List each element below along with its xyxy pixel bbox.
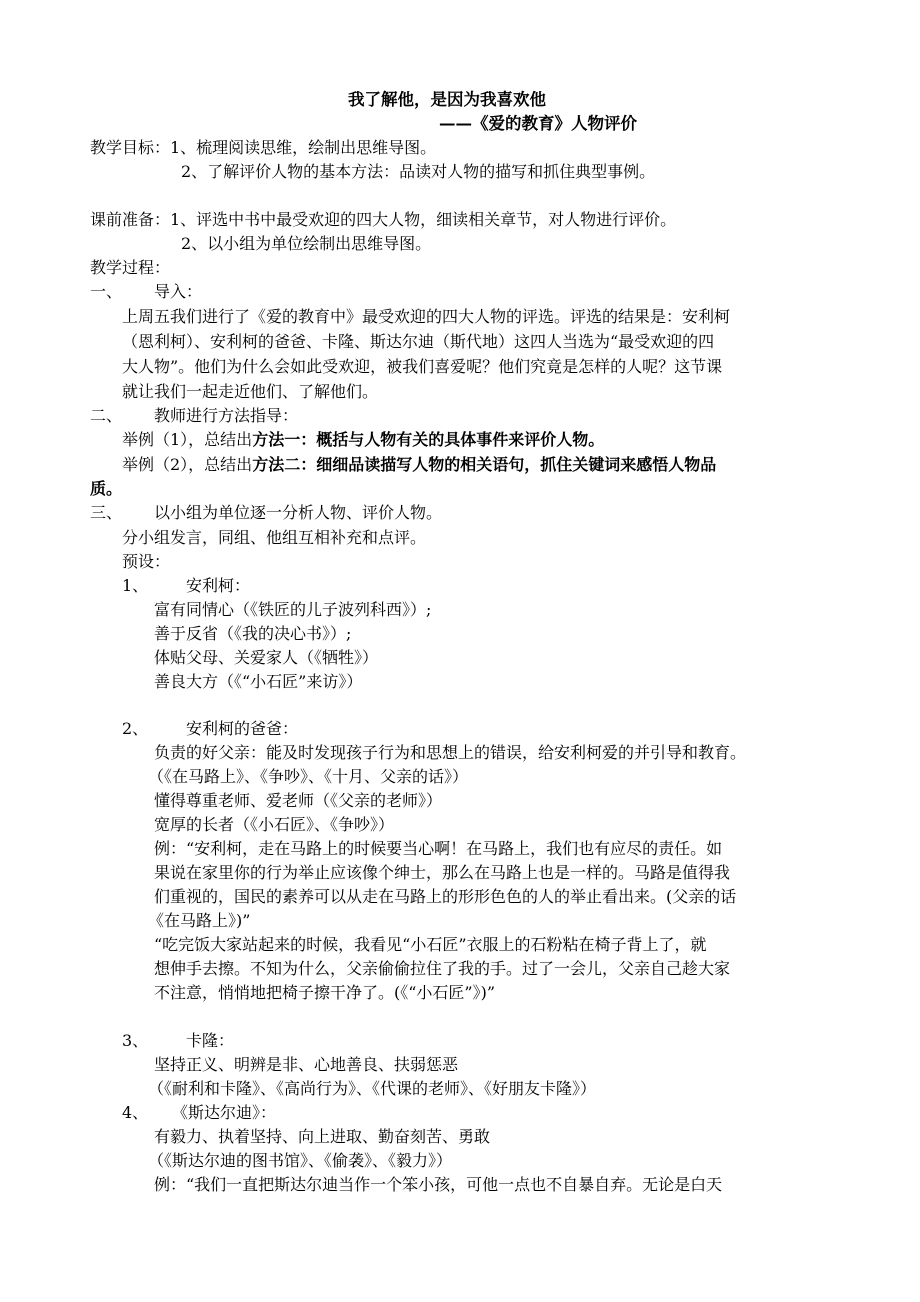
character-3-sources: （《耐利和卡隆》、《高尚行为》、《代课的老师》、《好朋友卡隆》） <box>148 1079 597 1098</box>
process-label: 教学过程： <box>90 258 171 277</box>
prep-item-1: 1、评选中书中最受欢迎的四大人物，细读相关章节，对人物进行评价。 <box>170 210 677 229</box>
prep-label: 课前准备： <box>90 210 171 229</box>
method-2-continuation: 质。 <box>90 479 123 498</box>
section-2-number: 二、 <box>90 406 123 425</box>
method-1-text: 方法一：概括与人物有关的具体事件来评价人物。 <box>252 430 605 449</box>
intro-line-3: 大人物”。他们为什么会如此受欢迎，被我们喜爱呢？他们究竟是怎样的人呢？这节课 <box>122 357 723 376</box>
character-3-trait-1: 坚持正义、明辨是非、心地善良、扶弱惩恶 <box>154 1055 459 1074</box>
character-2-quote-1-line-2: 果说在家里你的行为举止应该像个绅士，那么在马路上也是一样的。马路是值得我 <box>154 863 731 882</box>
character-2-number: 2、 <box>122 719 149 738</box>
intro-line-1: 上周五我们进行了《爱的教育中》最受欢迎的四大人物的评选。评选的结果是：安利柯 <box>122 307 731 326</box>
method-example-1 <box>122 428 604 452</box>
character-3-name: 卡隆： <box>186 1031 235 1050</box>
character-4-trait-1: 有毅力、执着坚持、向上进取、勤奋刻苦、勇敢 <box>154 1127 491 1146</box>
intro-line-4: 就让我们一起走近他们、了解他们。 <box>122 382 379 401</box>
method-example-2 <box>122 453 716 477</box>
character-2-name: 安利柯的爸爸： <box>186 719 299 738</box>
method-2-prefix: 举例（2），总结出 <box>122 455 253 474</box>
group-discussion-line: 分小组发言，同组、他组互相补充和点评。 <box>122 528 427 547</box>
section-3-number: 三、 <box>90 503 123 522</box>
character-4-name: 《斯达尔迪》： <box>172 1103 277 1122</box>
intro-line-2: （恩利柯）、安利柯的爸爸、卡隆、斯达尔迪（斯代地）这四人当选为“最受欢迎的四 <box>122 332 715 351</box>
character-1-trait-4: 善良大方（《“小石匠”来访》） <box>154 672 363 691</box>
character-2-quote-1-line-4: 《在马路上》)” <box>148 911 251 930</box>
section-1-number: 一、 <box>90 282 123 301</box>
doc-subtitle: ——《爱的教育》人物评价 <box>439 114 637 133</box>
character-2-quote-2-line-2: 想伸手去擦。不知为什么，父亲偷偷拉住了我的手。过了一会儿，父亲自己趁大家 <box>154 959 731 978</box>
character-4-quote-line-1: 例：“我们一直把斯达尔迪当作一个笨小孩，可他一点也不自暴自弃。无论是白天 <box>154 1175 723 1194</box>
character-2-quote-1-line-1: 例：“安利柯，走在马路上的时候要当心啊！在马路上，我们也有应尽的责任。如 <box>154 839 723 858</box>
goals-item-2: 2、了解评价人物的基本方法：品读对人物的描写和抓住典型事例。 <box>181 162 656 181</box>
character-2-quote-2-line-1: “吃完饭大家站起来的时候，我看见“小石匠”衣服上的石粉粘在椅子背上了，就 <box>154 935 707 954</box>
character-1-trait-3: 体贴父母、关爱家人（《牺牲》） <box>154 648 379 667</box>
section-3-heading: 以小组为单位逐一分析人物、评价人物。 <box>154 503 443 522</box>
character-2-trait-2: 懂得尊重老师、爱老师（《父亲的老师》） <box>154 791 443 810</box>
character-2-trait-1: 负责的好父亲：能及时发现孩子行为和思想上的错误，给安利柯爱的并引导和教育。 <box>154 743 747 762</box>
character-2-trait-3: 宽厚的长者（《小石匠》、《争吵》） <box>154 815 395 834</box>
character-1-trait-1: 富有同情心（《铁匠的儿子波列科西》）; <box>154 600 432 619</box>
section-1-heading: 导入： <box>154 282 203 301</box>
goals-label: 教学目标： <box>90 138 171 157</box>
character-3-number: 3、 <box>122 1031 149 1050</box>
character-1-number: 1、 <box>122 576 149 595</box>
prep-item-2: 2、以小组为单位绘制出思维导图。 <box>181 234 432 253</box>
section-2-heading: 教师进行方法指导： <box>154 406 299 425</box>
goals-item-1: 1、梳理阅读思维，绘制出思维导图。 <box>170 138 437 157</box>
character-1-name: 安利柯： <box>186 576 251 595</box>
doc-title: 我了解他，是因为我喜欢他 <box>348 90 546 109</box>
character-2-quote-1-line-3: 们重视的，国民的素养可以从走在马路上的形形色色的人的举止看出来。(父亲的话 <box>154 887 737 906</box>
character-4-number: 4、 <box>122 1103 149 1122</box>
method-2-text: 方法二：细细品读描写人物的相关语句，抓住关键词来感悟人物品 <box>252 455 717 474</box>
character-2-quote-2-line-3: 不注意，悄悄地把椅子擦干净了。(《“小石匠”》)” <box>154 983 496 1002</box>
method-1-prefix: 举例（1），总结出 <box>122 430 253 449</box>
character-4-sources: （《斯达尔迪的图书馆》、《偷袭》、《毅力》） <box>148 1151 453 1170</box>
character-2-trait-1-sources: （《在马路上》、《争吵》、《十月、父亲的话》） <box>148 767 469 786</box>
preset-label: 预设： <box>122 552 171 571</box>
character-1-trait-2: 善于反省（《我的决心书》）; <box>154 624 352 643</box>
